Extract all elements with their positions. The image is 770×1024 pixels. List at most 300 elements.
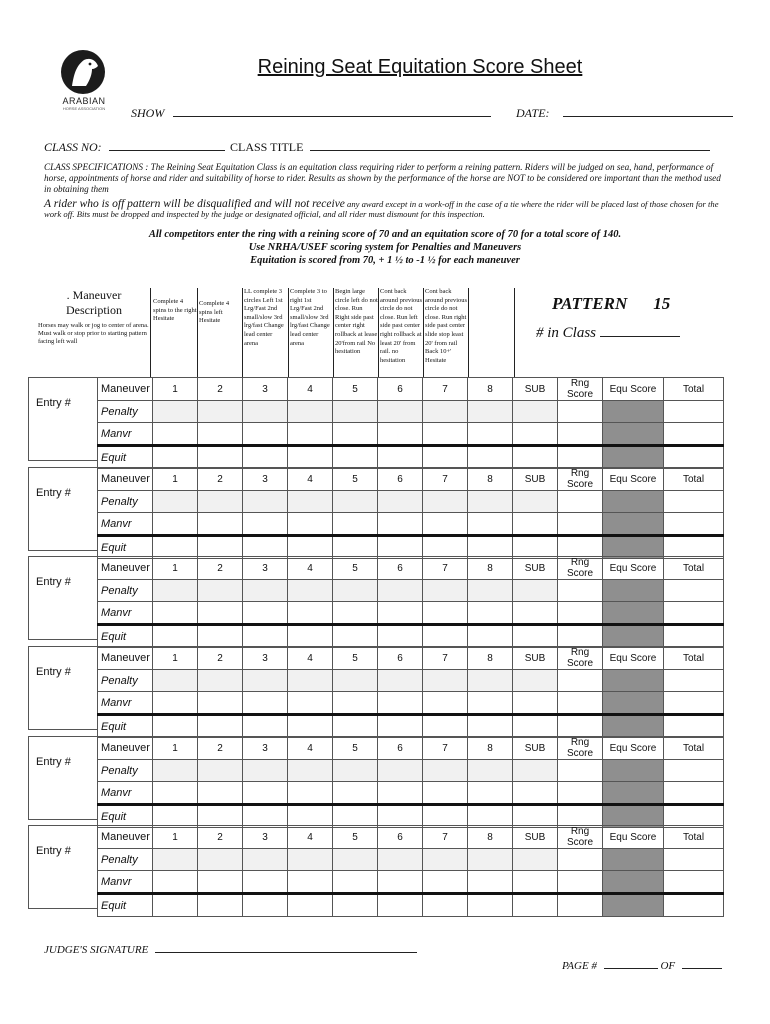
entry-label: Entry #: [36, 666, 71, 678]
page-title: Reining Seat Equitation Score Sheet: [257, 56, 583, 78]
equit-cell[interactable]: [288, 894, 333, 917]
penalty-cell[interactable]: [603, 849, 664, 871]
manvr-cell[interactable]: [288, 602, 333, 625]
penalty-cell[interactable]: [468, 401, 513, 423]
manvr-cell[interactable]: [468, 782, 513, 805]
column-divider: [333, 288, 334, 378]
penalty-cell[interactable]: [664, 760, 724, 782]
equit-cell[interactable]: [558, 446, 603, 469]
manvr-cell[interactable]: [423, 871, 468, 894]
column-header: 8: [468, 647, 513, 670]
column-header: 2: [198, 378, 243, 401]
penalty-cell[interactable]: [513, 849, 558, 871]
penalty-cell[interactable]: [423, 491, 468, 513]
manvr-cell[interactable]: [558, 782, 603, 805]
date-input-line[interactable]: [563, 106, 733, 117]
column-header: Rng Score: [558, 557, 603, 580]
penalty-cell[interactable]: [378, 849, 423, 871]
penalty-cell[interactable]: [664, 849, 724, 871]
equit-cell[interactable]: [153, 894, 198, 917]
manvr-label: Manvr: [98, 871, 153, 894]
manvr-cell[interactable]: [243, 513, 288, 536]
column-divider: [288, 288, 289, 378]
manvr-cell[interactable]: [513, 782, 558, 805]
manvr-cell[interactable]: [198, 782, 243, 805]
penalty-row: [98, 580, 724, 602]
equit-cell[interactable]: [423, 446, 468, 469]
equit-cell[interactable]: [198, 715, 243, 738]
maneuver-label: Maneuver: [98, 647, 153, 670]
manvr-cell[interactable]: [243, 871, 288, 894]
penalty-cell[interactable]: [153, 401, 198, 423]
penalty-cell[interactable]: [603, 670, 664, 692]
equit-cell[interactable]: [333, 625, 378, 648]
penalty-cell[interactable]: [423, 849, 468, 871]
manvr-cell[interactable]: [664, 871, 724, 894]
equit-cell[interactable]: [603, 625, 664, 648]
manvr-cell[interactable]: [153, 782, 198, 805]
penalty-cell[interactable]: [378, 491, 423, 513]
equit-cell[interactable]: [603, 715, 664, 738]
manvr-cell[interactable]: [288, 782, 333, 805]
judge-signature-field[interactable]: [44, 942, 417, 956]
penalty-cell[interactable]: [243, 401, 288, 423]
column-header: Equ Score: [603, 557, 664, 580]
penalty-cell[interactable]: [198, 491, 243, 513]
penalty-cell[interactable]: [243, 760, 288, 782]
equit-cell[interactable]: [513, 625, 558, 648]
equit-cell[interactable]: [468, 715, 513, 738]
equit-cell[interactable]: [603, 446, 664, 469]
manvr-cell[interactable]: [468, 423, 513, 446]
penalty-cell[interactable]: [198, 849, 243, 871]
judge-signature-line[interactable]: [155, 942, 417, 953]
pattern-label: [552, 294, 670, 314]
equit-cell[interactable]: [243, 446, 288, 469]
equit-row: [98, 894, 724, 917]
penalty-cell[interactable]: [333, 401, 378, 423]
column-header: 1: [153, 826, 198, 849]
equit-cell[interactable]: [664, 715, 724, 738]
penalty-cell[interactable]: [423, 580, 468, 602]
manvr-cell[interactable]: [513, 513, 558, 536]
manvr-cell[interactable]: [243, 782, 288, 805]
equit-cell[interactable]: [243, 625, 288, 648]
manvr-cell[interactable]: [423, 692, 468, 715]
penalty-cell[interactable]: [603, 491, 664, 513]
manvr-cell[interactable]: [664, 602, 724, 625]
equit-cell[interactable]: [664, 625, 724, 648]
equit-cell[interactable]: [423, 894, 468, 917]
penalty-cell[interactable]: [558, 401, 603, 423]
column-header: 5: [333, 378, 378, 401]
maneuver-6-desc: Cont back around previous circle do not close. Run left side past center right rollback at least 20' from rail. no hesitation: [380, 288, 423, 364]
penalty-cell[interactable]: [664, 401, 724, 423]
manvr-cell[interactable]: [603, 692, 664, 715]
manvr-cell[interactable]: [378, 871, 423, 894]
manvr-cell[interactable]: [468, 871, 513, 894]
column-divider: [378, 288, 379, 378]
score-table: [97, 467, 724, 559]
manvr-cell[interactable]: [468, 602, 513, 625]
manvr-label: Manvr: [98, 423, 153, 446]
manvr-cell[interactable]: [558, 513, 603, 536]
score-table: [97, 556, 724, 648]
penalty-cell[interactable]: [333, 849, 378, 871]
column-divider: [197, 288, 198, 378]
penalty-label: Penalty: [98, 849, 153, 871]
manvr-cell[interactable]: [558, 871, 603, 894]
equit-cell[interactable]: [664, 894, 724, 917]
equit-label: Equit: [98, 715, 153, 738]
maneuver-5-desc: Begin large circle left do not close. Run Right side past center right rollback at lease 20'from rail No hesitation: [335, 288, 378, 356]
penalty-cell[interactable]: [513, 670, 558, 692]
manvr-cell[interactable]: [288, 692, 333, 715]
entry-box[interactable]: [28, 467, 98, 551]
penalty-label: Penalty: [98, 401, 153, 423]
penalty-cell[interactable]: [558, 580, 603, 602]
maneuver-label: Maneuver: [98, 737, 153, 760]
manvr-cell[interactable]: [198, 602, 243, 625]
manvr-cell[interactable]: [153, 513, 198, 536]
manvr-cell[interactable]: [243, 602, 288, 625]
class-title-input-line[interactable]: [310, 140, 710, 151]
manvr-cell[interactable]: [333, 423, 378, 446]
penalty-cell[interactable]: [153, 491, 198, 513]
class-specifications: CLASS SPECIFICATIONS : The Reining Seat Equitation Class is an equitation class requiring rider to perform a reining pattern. Riders will be judged on sea, hand, performance of horse, appointments of horse and rider and suitability of horse to rider. Results as shown by the performance of the horse are NOT to be considered ore important than the method used in obtaining them: [44, 162, 721, 194]
equit-cell[interactable]: [603, 894, 664, 917]
manvr-cell[interactable]: [603, 871, 664, 894]
equit-cell[interactable]: [468, 894, 513, 917]
manvr-cell[interactable]: [603, 602, 664, 625]
equit-cell[interactable]: [378, 715, 423, 738]
dq-rest: any award except in a work-off in the case of a tie where the rider will be placed last of those chosen for the work off. Bits must be dropped and inspected by the judge or designated official, and all rider must dismount for this inspection.: [44, 199, 719, 219]
manvr-cell[interactable]: [153, 871, 198, 894]
equit-cell[interactable]: [153, 715, 198, 738]
manvr-cell[interactable]: [333, 871, 378, 894]
penalty-cell[interactable]: [153, 849, 198, 871]
manvr-cell[interactable]: [603, 513, 664, 536]
penalty-cell[interactable]: [243, 670, 288, 692]
scoring-rules: [0, 228, 770, 267]
column-header: 7: [423, 647, 468, 670]
in-class-input-line[interactable]: [600, 324, 680, 337]
manvr-cell[interactable]: [333, 513, 378, 536]
manvr-cell[interactable]: [153, 423, 198, 446]
page-total-line[interactable]: [682, 958, 722, 969]
manvr-cell[interactable]: [198, 423, 243, 446]
column-header: 4: [288, 557, 333, 580]
penalty-cell[interactable]: [333, 670, 378, 692]
equit-cell[interactable]: [558, 715, 603, 738]
column-header: 4: [288, 378, 333, 401]
column-header: Total: [664, 826, 724, 849]
penalty-cell[interactable]: [198, 670, 243, 692]
manvr-cell[interactable]: [513, 602, 558, 625]
manvr-cell[interactable]: [198, 692, 243, 715]
equit-cell[interactable]: [198, 446, 243, 469]
manvr-cell[interactable]: [378, 602, 423, 625]
equit-cell[interactable]: [198, 894, 243, 917]
manvr-cell[interactable]: [243, 423, 288, 446]
penalty-cell[interactable]: [423, 670, 468, 692]
equit-row: [98, 625, 724, 648]
penalty-cell[interactable]: [243, 491, 288, 513]
penalty-cell[interactable]: [468, 849, 513, 871]
penalty-cell[interactable]: [513, 401, 558, 423]
equit-cell[interactable]: [468, 446, 513, 469]
maneuver-row: [98, 826, 724, 849]
column-header: 1: [153, 378, 198, 401]
column-header: 2: [198, 737, 243, 760]
penalty-cell[interactable]: [664, 491, 724, 513]
column-header: Total: [664, 378, 724, 401]
entry-box[interactable]: [28, 736, 98, 820]
score-table: [97, 646, 724, 738]
penalty-cell[interactable]: [288, 401, 333, 423]
entry-box[interactable]: [28, 377, 98, 461]
maneuver-label: Maneuver: [98, 378, 153, 401]
penalty-cell[interactable]: [153, 580, 198, 602]
penalty-cell[interactable]: [664, 670, 724, 692]
penalty-cell[interactable]: [288, 849, 333, 871]
penalty-cell[interactable]: [153, 670, 198, 692]
manvr-cell[interactable]: [603, 423, 664, 446]
equit-cell[interactable]: [288, 715, 333, 738]
column-header: 1: [153, 468, 198, 491]
column-header: 1: [153, 647, 198, 670]
maneuver-row: [98, 647, 724, 670]
penalty-cell[interactable]: [423, 401, 468, 423]
equit-cell[interactable]: [423, 625, 468, 648]
manvr-cell[interactable]: [423, 782, 468, 805]
show-input-line[interactable]: [173, 106, 491, 117]
column-header: SUB: [513, 826, 558, 849]
maneuver-description-sub: Horses may walk or jog to center of arena. Must walk or stop prior to starting pattern facing left wall: [38, 322, 149, 345]
manvr-cell[interactable]: [558, 423, 603, 446]
penalty-cell[interactable]: [198, 401, 243, 423]
penalty-cell[interactable]: [423, 760, 468, 782]
penalty-cell[interactable]: [468, 670, 513, 692]
penalty-cell[interactable]: [664, 580, 724, 602]
column-header: 7: [423, 378, 468, 401]
penalty-cell[interactable]: [333, 760, 378, 782]
manvr-cell[interactable]: [198, 513, 243, 536]
equit-cell[interactable]: [513, 715, 558, 738]
penalty-cell[interactable]: [378, 401, 423, 423]
penalty-cell[interactable]: [288, 670, 333, 692]
manvr-cell[interactable]: [423, 602, 468, 625]
equit-cell[interactable]: [198, 625, 243, 648]
penalty-cell[interactable]: [198, 580, 243, 602]
manvr-cell[interactable]: [513, 871, 558, 894]
penalty-cell[interactable]: [468, 760, 513, 782]
manvr-cell[interactable]: [153, 692, 198, 715]
column-header: Total: [664, 737, 724, 760]
equit-cell[interactable]: [664, 446, 724, 469]
manvr-cell[interactable]: [378, 513, 423, 536]
disqualification-note: [44, 199, 730, 219]
penalty-cell[interactable]: [603, 760, 664, 782]
column-header: 2: [198, 468, 243, 491]
column-header: Rng Score: [558, 737, 603, 760]
in-class-label: # in Class: [536, 325, 597, 341]
equit-cell[interactable]: [468, 625, 513, 648]
penalty-cell[interactable]: [468, 580, 513, 602]
penalty-cell[interactable]: [513, 760, 558, 782]
column-divider: [468, 288, 469, 378]
penalty-cell[interactable]: [288, 491, 333, 513]
penalty-cell[interactable]: [243, 580, 288, 602]
equit-cell[interactable]: [558, 625, 603, 648]
entry-box[interactable]: [28, 646, 98, 730]
penalty-cell[interactable]: [333, 580, 378, 602]
manvr-cell[interactable]: [603, 782, 664, 805]
penalty-cell[interactable]: [288, 580, 333, 602]
column-header: Equ Score: [603, 647, 664, 670]
class-no-field[interactable]: [44, 140, 225, 155]
entry-label: Entry #: [36, 576, 71, 588]
equit-cell[interactable]: [333, 715, 378, 738]
maneuver-label: Maneuver: [98, 557, 153, 580]
penalty-cell[interactable]: [558, 670, 603, 692]
logo-subtext: HORSE ASSOCIATION: [62, 106, 106, 111]
maneuver-label: Maneuver: [98, 826, 153, 849]
maneuver-row: [98, 378, 724, 401]
manvr-cell[interactable]: [153, 602, 198, 625]
equit-cell[interactable]: [378, 625, 423, 648]
penalty-cell[interactable]: [558, 760, 603, 782]
penalty-cell[interactable]: [603, 580, 664, 602]
manvr-cell[interactable]: [558, 692, 603, 715]
entry-box[interactable]: [28, 825, 98, 909]
equit-cell[interactable]: [153, 625, 198, 648]
column-header: 6: [378, 378, 423, 401]
penalty-cell[interactable]: [378, 760, 423, 782]
equit-cell[interactable]: [333, 446, 378, 469]
manvr-row: [98, 692, 724, 715]
manvr-cell[interactable]: [288, 513, 333, 536]
penalty-cell[interactable]: [603, 401, 664, 423]
manvr-cell[interactable]: [243, 692, 288, 715]
penalty-cell[interactable]: [513, 491, 558, 513]
manvr-cell[interactable]: [423, 513, 468, 536]
manvr-cell[interactable]: [288, 871, 333, 894]
manvr-cell[interactable]: [664, 782, 724, 805]
equit-cell[interactable]: [513, 894, 558, 917]
column-header: 5: [333, 557, 378, 580]
class-title-field[interactable]: [230, 140, 710, 155]
class-no-label: CLASS NO:: [44, 140, 102, 154]
equit-cell[interactable]: [378, 446, 423, 469]
column-header: Rng Score: [558, 647, 603, 670]
page-number-field[interactable]: [562, 958, 722, 972]
manvr-cell[interactable]: [664, 692, 724, 715]
equit-cell[interactable]: [153, 446, 198, 469]
penalty-cell[interactable]: [153, 760, 198, 782]
column-header: Equ Score: [603, 826, 664, 849]
manvr-cell[interactable]: [378, 692, 423, 715]
manvr-cell[interactable]: [288, 423, 333, 446]
maneuver-7-desc: Cont back around previous circle do not close. Run right side past center slide stop least 20' from rail Back 10+' Hesitate: [425, 288, 468, 364]
manvr-cell[interactable]: [333, 782, 378, 805]
equit-cell[interactable]: [288, 625, 333, 648]
manvr-cell[interactable]: [558, 602, 603, 625]
equit-row: [98, 715, 724, 738]
manvr-label: Manvr: [98, 782, 153, 805]
penalty-cell[interactable]: [243, 849, 288, 871]
manvr-cell[interactable]: [664, 423, 724, 446]
manvr-cell[interactable]: [664, 513, 724, 536]
penalty-cell[interactable]: [513, 580, 558, 602]
column-header: 5: [333, 826, 378, 849]
column-header: Total: [664, 557, 724, 580]
column-divider: [150, 288, 151, 378]
page-label: PAGE #: [562, 960, 597, 972]
manvr-cell[interactable]: [423, 423, 468, 446]
manvr-row: [98, 782, 724, 805]
column-header: 5: [333, 468, 378, 491]
penalty-cell[interactable]: [468, 491, 513, 513]
column-header: 8: [468, 468, 513, 491]
equit-cell[interactable]: [378, 894, 423, 917]
date-field[interactable]: [516, 106, 733, 121]
in-class-field[interactable]: [536, 324, 680, 342]
manvr-row: [98, 871, 724, 894]
equit-cell[interactable]: [558, 894, 603, 917]
entry-box[interactable]: [28, 556, 98, 640]
penalty-cell[interactable]: [378, 670, 423, 692]
page-number-line[interactable]: [604, 958, 658, 969]
manvr-cell[interactable]: [333, 602, 378, 625]
penalty-cell[interactable]: [558, 491, 603, 513]
equit-cell[interactable]: [243, 715, 288, 738]
column-header: Total: [664, 647, 724, 670]
manvr-cell[interactable]: [468, 513, 513, 536]
manvr-cell[interactable]: [378, 782, 423, 805]
manvr-cell[interactable]: [333, 692, 378, 715]
show-label: SHOW: [131, 106, 165, 120]
equit-row: [98, 446, 724, 469]
equit-cell[interactable]: [288, 446, 333, 469]
class-title-label: CLASS TITLE: [230, 140, 304, 154]
penalty-cell[interactable]: [558, 849, 603, 871]
column-divider: [423, 288, 424, 378]
entry-label: Entry #: [36, 487, 71, 499]
equit-cell[interactable]: [423, 715, 468, 738]
manvr-cell[interactable]: [468, 692, 513, 715]
equit-label: Equit: [98, 446, 153, 469]
manvr-cell[interactable]: [513, 423, 558, 446]
column-header: Total: [664, 468, 724, 491]
manvr-cell[interactable]: [378, 423, 423, 446]
manvr-cell[interactable]: [513, 692, 558, 715]
penalty-cell[interactable]: [378, 580, 423, 602]
penalty-cell[interactable]: [333, 491, 378, 513]
equit-cell[interactable]: [333, 894, 378, 917]
maneuver-1-desc: Complete 4 spins to the right Hesitate: [153, 298, 197, 323]
show-field[interactable]: [131, 106, 491, 121]
penalty-cell[interactable]: [198, 760, 243, 782]
equit-cell[interactable]: [513, 446, 558, 469]
penalty-cell[interactable]: [288, 760, 333, 782]
maneuver-row: [98, 468, 724, 491]
manvr-cell[interactable]: [198, 871, 243, 894]
manvr-label: Manvr: [98, 692, 153, 715]
equit-cell[interactable]: [243, 894, 288, 917]
class-no-input-line[interactable]: [109, 140, 225, 151]
maneuver-row: [98, 737, 724, 760]
